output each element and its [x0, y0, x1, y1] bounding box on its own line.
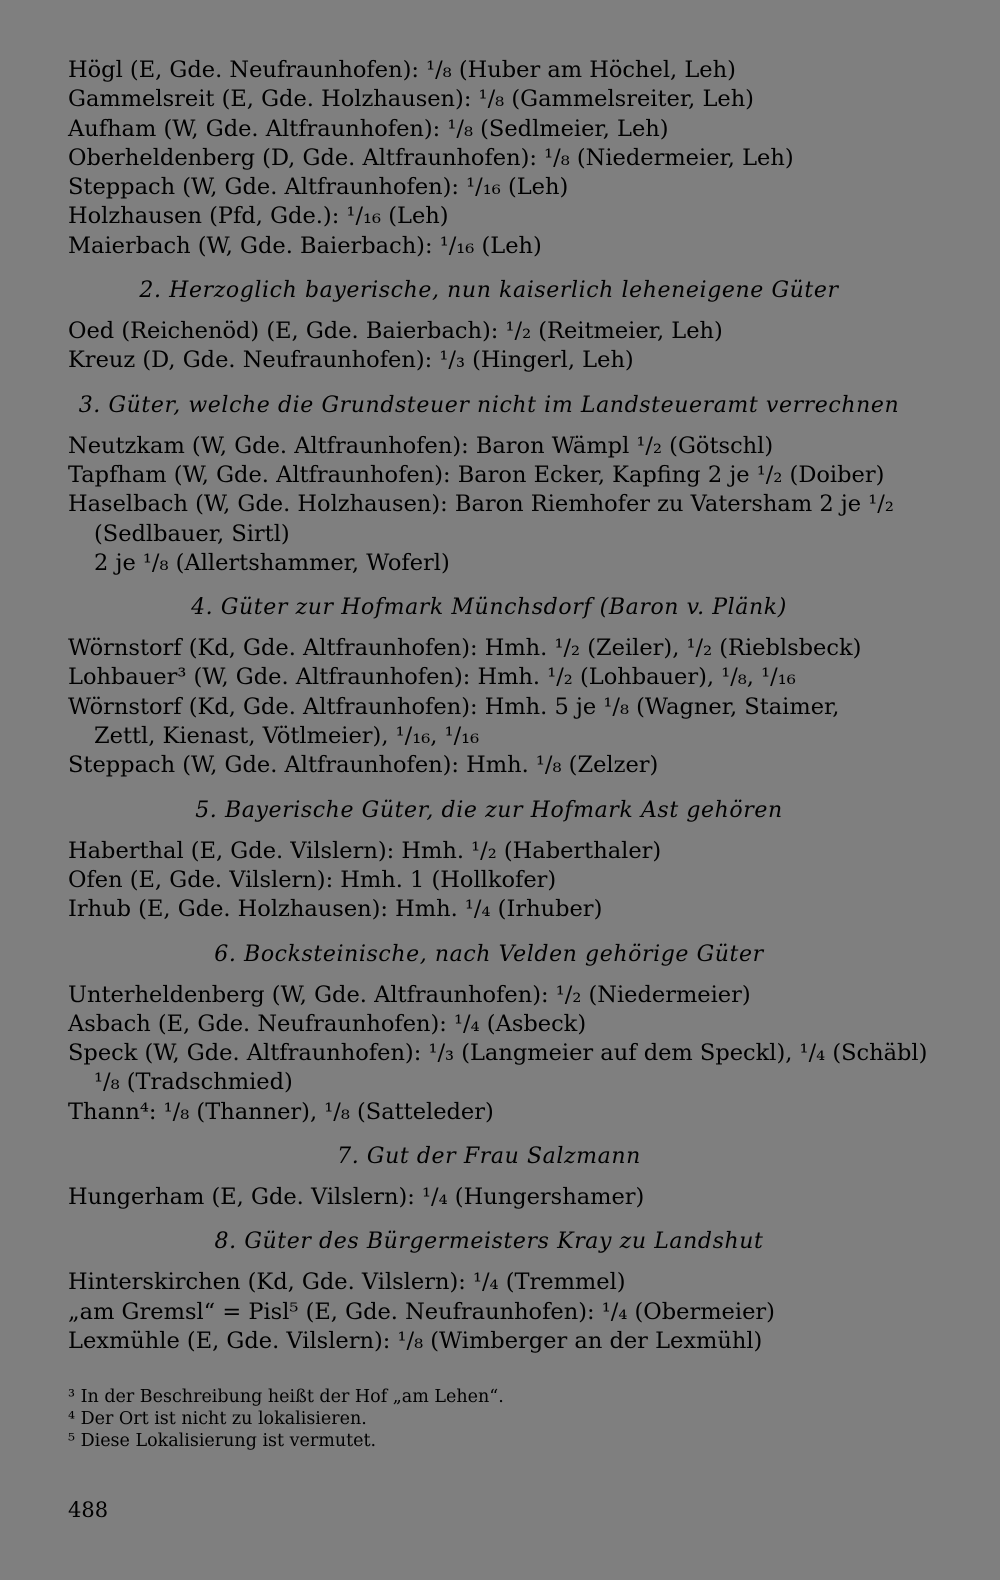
footnotes — [68, 1386, 910, 1452]
entry-line: Haselbach (W, Gde. Holzhausen): Baron Riemhofer zu Vatersham 2 je ¹/₂ — [68, 491, 894, 518]
entry-line: Neutzkam (W, Gde. Altfraunhofen): Baron Wämpl ¹/₂ (Götschl) — [68, 432, 774, 459]
entry-line: Wörnstorf (Kd, Gde. Altfraunhofen): Hmh. 5 je ¹/₈ (Wagner, Staimer, — [68, 693, 840, 720]
footnote: ⁴ Der Ort ist nicht zu lokalisieren. — [68, 1409, 367, 1430]
section-heading: 4. Güter zur Hofmark Münchsdorf (Baron v. Plänk) — [191, 595, 787, 621]
section-heading: 5. Bayerische Güter, die zur Hofmark Ast gehören — [195, 797, 783, 823]
entry-line: Oed (Reichenöd) (E, Gde. Baierbach): ¹/₂ (Reitmeier, Leh) — [68, 318, 723, 345]
entry-line: Gammelsreit (E, Gde. Holzhausen): ¹/₈ (Gammelsreiter, Leh) — [68, 86, 754, 113]
entry-line: Unterheldenberg (W, Gde. Altfraunhofen): ¹/₂ (Niedermeier) — [68, 981, 751, 1008]
intro-block — [68, 56, 910, 261]
entry-continuation-line: Zettl, Kienast, Vötlmeier), ¹/₁₆, ¹/₁₆ — [94, 723, 480, 750]
entry-continuation-line: ¹/₈ (Tradschmied) — [94, 1069, 293, 1096]
entry-line: Irhub (E, Gde. Holzhausen): Hmh. ¹/₄ (Irhuber) — [68, 896, 603, 923]
entry-line: „am Gremsl“ = Pisl⁵ (E, Gde. Neufraunhofen): ¹/₄ (Obermeier) — [68, 1298, 775, 1325]
entry-line: Maierbach (W, Gde. Baierbach): ¹/₁₆ (Leh) — [68, 232, 542, 259]
entry-line: Aufham (W, Gde. Altfraunhofen): ¹/₈ (Sedlmeier, Leh) — [68, 115, 669, 142]
entry-line: Thann⁴: ¹/₈ (Thanner), ¹/₈ (Satteleder) — [68, 1098, 494, 1125]
entry-line: Tapfham (W, Gde. Altfraunhofen): Baron Ecker, Kapfing 2 je ¹/₂ (Doiber) — [68, 461, 885, 488]
section-heading: 8. Güter des Bürgermeisters Kray zu Landshut — [214, 1229, 764, 1255]
section-8 — [68, 1227, 910, 1356]
section-4 — [68, 593, 910, 780]
entry-line: Lohbauer³ (W, Gde. Altfraunhofen): Hmh. ¹/₂ (Lohbauer), ¹/₈, ¹/₁₆ — [68, 664, 796, 691]
entry-line: Steppach (W, Gde. Altfraunhofen): ¹/₁₆ (Leh) — [68, 174, 569, 201]
footnote: ³ In der Beschreibung heißt der Hof „am Lehen“. — [68, 1387, 504, 1408]
page-number: 488 — [68, 1498, 109, 1522]
section-5 — [68, 796, 910, 925]
section-heading: 2. Herzoglich bayerische, nun kaiserlich leheneigene Güter — [139, 278, 839, 304]
entry-line: Wörnstorf (Kd, Gde. Altfraunhofen): Hmh. ¹/₂ (Zeiler), ¹/₂ (Rieblsbeck) — [68, 635, 862, 662]
entry-line: Hungerham (E, Gde. Vilslern): ¹/₄ (Hungershamer) — [68, 1184, 645, 1211]
entry-line: Haberthal (E, Gde. Vilslern): Hmh. ¹/₂ (Haberthaler) — [68, 837, 662, 864]
section-7 — [68, 1142, 910, 1212]
entry-continuation-line: 2 je ¹/₈ (Allertshammer, Woferl) — [94, 549, 450, 576]
entry-line: Speck (W, Gde. Altfraunhofen): ¹/₃ (Langmeier auf dem Speckl), ¹/₄ (Schäbl) — [68, 1040, 928, 1067]
section-3 — [68, 391, 910, 578]
entry-line: Ofen (E, Gde. Vilslern): Hmh. 1 (Hollkofer) — [68, 866, 557, 893]
entry-line: Oberheldenberg (D, Gde. Altfraunhofen): ¹/₈ (Niedermeier, Leh) — [68, 144, 794, 171]
section-heading: 7. Gut der Frau Salzmann — [337, 1144, 641, 1170]
footnote: ⁵ Diese Lokalisierung ist vermutet. — [68, 1431, 377, 1452]
entry-line: Högl (E, Gde. Neufraunhofen): ¹/₈ (Huber am Höchel, Leh) — [68, 57, 736, 83]
section-2 — [68, 276, 910, 376]
entry-line: Kreuz (D, Gde. Neufraunhofen): ¹/₃ (Hingerl, Leh) — [68, 347, 634, 374]
section-heading: 3. Güter, welche die Grundsteuer nicht im Landsteueramt verrechnen — [78, 392, 900, 418]
entry-line: Hinterskirchen (Kd, Gde. Vilslern): ¹/₄ (Tremmel) — [68, 1269, 626, 1296]
entry-continuation-line: (Sedlbauer, Sirtl) — [94, 520, 290, 547]
entry-line: Steppach (W, Gde. Altfraunhofen): Hmh. ¹/₈ (Zelzer) — [68, 752, 659, 779]
entry-line: Asbach (E, Gde. Neufraunhofen): ¹/₄ (Asbeck) — [68, 1010, 587, 1037]
entry-line: Holzhausen (Pfd, Gde.): ¹/₁₆ (Leh) — [68, 203, 449, 230]
section-heading: 6. Bocksteinische, nach Velden gehörige Güter — [214, 941, 764, 967]
section-6 — [68, 940, 928, 1127]
entry-line: Lexmühle (E, Gde. Vilslern): ¹/₈ (Wimberger an der Lexmühl) — [68, 1327, 763, 1354]
